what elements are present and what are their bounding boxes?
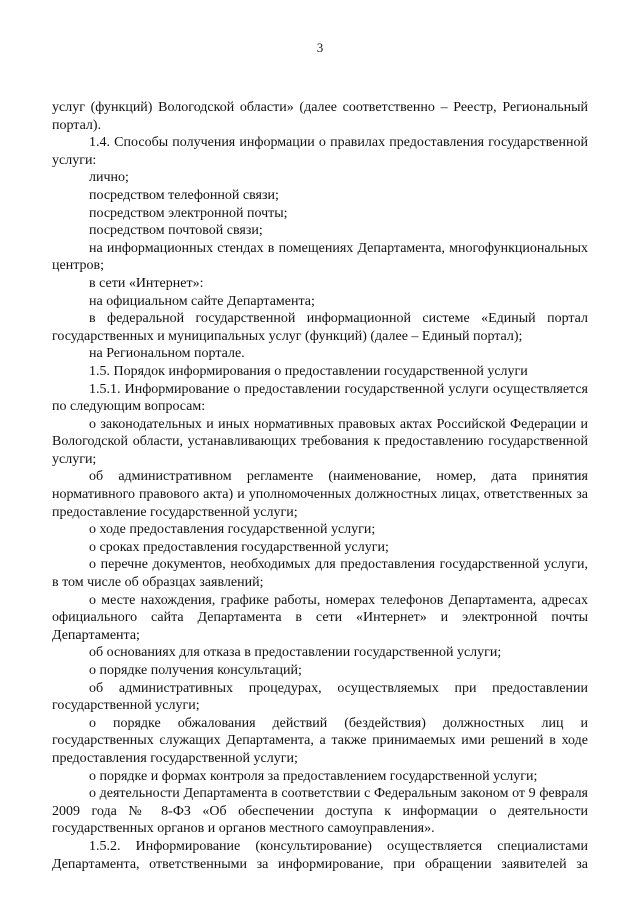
paragraph: о ходе предоставления государственной услуги; <box>89 522 376 538</box>
paragraph: о сроках предоставления государственной услуги; <box>89 539 389 555</box>
paragraph: о месте нахождения, графике работы, номерах телефонов Департамента, адресах официального сайта Департамента в сети «Интернет» и электронной почты Департамента; <box>52 592 588 643</box>
paragraph: в федеральной государственной информационной системе «Единый портал государственных и муниципальных услуг (функций) (далее – Единый портал); <box>52 311 588 344</box>
paragraph: об основаниях для отказа в предоставлении государственной услуги; <box>89 645 502 661</box>
paragraph: об административных процедурах, осуществляемых при предоставлении государственной услуги; <box>52 680 588 714</box>
paragraph: о порядке обжалования действий (бездействия) должностных лиц и государственных служащих Департамента, а также принимаемых ими решений в ходе предоставления государственной услуги; <box>52 715 588 766</box>
paragraph: в сети «Интернет»: <box>89 275 204 291</box>
paragraph: о законодательных и иных нормативных правовых актах Российской Федерации и Вологодской области, устанавливающих требования к предоставлению государственной услуги; <box>52 416 588 467</box>
paragraph: посредством электронной почты; <box>89 205 288 221</box>
paragraph: посредством телефонной связи; <box>89 187 279 203</box>
paragraph: о перечне документов, необходимых для предоставления государственной услуги, в том числе об образцах заявлений; <box>52 557 588 591</box>
paragraph: 1.4. Способы получения информации о правилах предоставления государственной услуги: <box>52 135 588 168</box>
paragraph: 1.5.2. Информирование (консультирование) осуществляется специалистами Департамента, ответственными за информирование, при обращении заявителей за <box>52 838 588 872</box>
page-number: 3 <box>316 40 324 55</box>
paragraph: 1.5.1. Информирование о предоставлении государственной услуги осуществляется по следующим вопросам: <box>52 381 588 415</box>
paragraph: услуг (функций) Вологодской области» (далее соответственно – Реестр, Региональный портал). <box>52 100 588 133</box>
paragraph: 1.5. Порядок информирования о предоставлении государственной услуги <box>89 363 528 379</box>
paragraph: посредством почтовой связи; <box>89 223 263 239</box>
paragraph: на официальном сайте Департамента; <box>89 293 315 309</box>
paragraph: на информационных стендах в помещениях Департамента, многофункциональных центров; <box>52 240 588 274</box>
paragraph: на Региональном портале. <box>89 346 245 362</box>
paragraph: об административном регламенте (наименование, номер, дата принятия нормативного правового акта) и уполномоченных должностных лицах, ответственных за предоставление государственной услуги; <box>52 469 588 520</box>
paragraph: о порядке и формах контроля за предоставлением государственной услуги; <box>89 768 538 784</box>
paragraph: о порядке получения консультаций; <box>89 663 302 678</box>
document-body <box>52 99 588 873</box>
paragraph: лично; <box>89 170 129 186</box>
paragraph: о деятельности Департамента в соответствии с Федеральным законом от 9 февраля 2009 года № 8-ФЗ «Об обеспечении доступа к информации о деятельности государственных органов и органов местного самоуправления». <box>52 786 588 837</box>
